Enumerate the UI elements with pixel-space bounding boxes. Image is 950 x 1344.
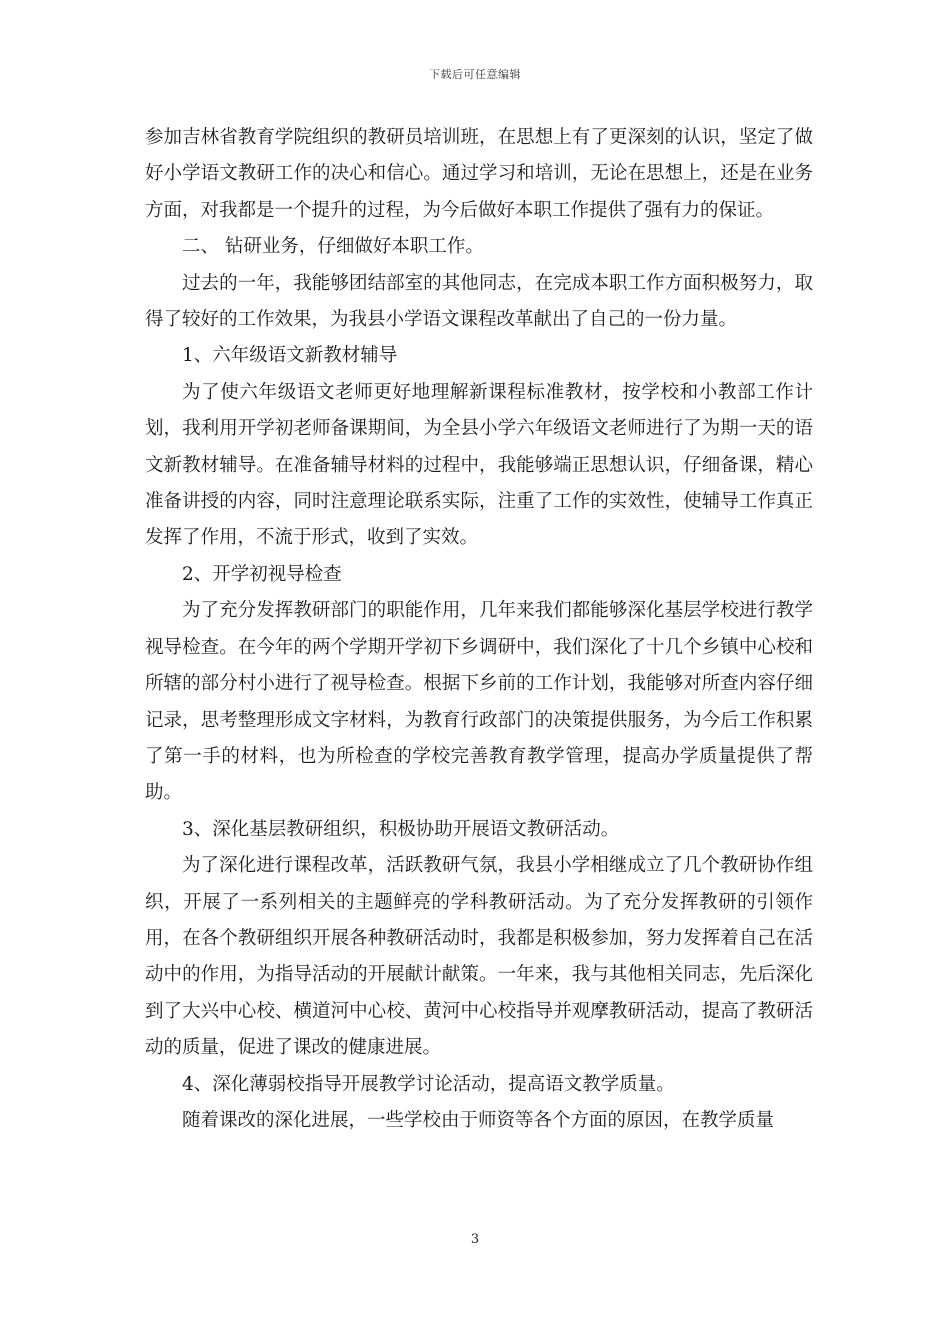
paragraph-training-continuation: 参加吉林省教育学院组织的教研员培训班，在思想上有了更深刻的认识，坚定了做好小学语文教研工作的决心和信心。通过学习和培训，无论在思想上，还是在业务方面，对我都是一个提升的过程，为今后做好本职工作提供了强有力的保证。	[145, 127, 813, 221]
paragraph-inspection: 为了充分发挥教研部门的职能作用，几年来我们都能够深化基层学校进行教学视导检查。在今年的两个学期开学初下乡调研中，我们深化了十几个乡镇中心校和所辖的部分村小进行了视导检查。根据下乡前的工作计划，我能够对所查内容仔细记录，思考整理形成文字材料，为教育行政部门的决策提供服务，为今后工作积累了第一手的材料，也为所检查的学校完善教育教学管理，提高办学质量提供了帮助。	[145, 600, 813, 804]
paragraph-past-year: 过去的一年，我能够团结部室的其他同志，在完成本职工作方面积极努力，取得了较好的工作效果，为我县小学语文课程改革献出了自己的一份力量。	[145, 272, 813, 331]
subheading-1: 1、六年级语文新教材辅导	[182, 345, 398, 367]
paragraph-weak-schools: 随着课改的深化进展，一些学校由于师资等各个方面的原因，在教学质量	[182, 1109, 775, 1131]
subheading-4: 4、深化薄弱校指导开展教学讨论活动，提高语文教学质量。	[182, 1073, 675, 1095]
subheading-3: 3、深化基层教研组织，积极协助开展语文教研活动。	[182, 818, 620, 840]
page-number: 3	[470, 1232, 480, 1247]
paragraph-research-activities: 为了深化进行课程改革，活跃教研气氛，我县小学相继成立了几个教研协作组织，开展了一系列相关的主题鲜亮的学科教研活动。为了充分发挥教研的引领作用，在各个教研组织开展各种教研活动时，我都是积极参加，努力发挥着自己在活动中的作用，为指导活动的开展献计献策。一年来，我与其他相关同志，先后深化到了大兴中心校、横道河中心校、黄河中心校指导并观摩教研活动，提高了教研活动的质量，促进了课改的健康进展。	[145, 855, 813, 1059]
page-header: 下载后可任意编辑	[429, 68, 521, 81]
document-body	[145, 120, 813, 1139]
section-heading-two: 二、 钻研业务，仔细做好本职工作。	[182, 236, 484, 258]
subheading-2: 2、开学初视导检查	[182, 563, 342, 585]
paragraph-grade-six-materials: 为了使六年级语文老师更好地理解新课程标准教材，按学校和小教部工作计划，我利用开学初老师备课期间，为全县小学六年级语文老师进行了为期一天的语文新教材辅导。在准备辅导材料的过程中，我能够端正思想认识，仔细备课，精心准备讲授的内容，同时注意理论联系实际，注重了工作的实效性，使辅导工作真正发挥了作用，不流于形式，收到了实效。	[145, 381, 813, 549]
